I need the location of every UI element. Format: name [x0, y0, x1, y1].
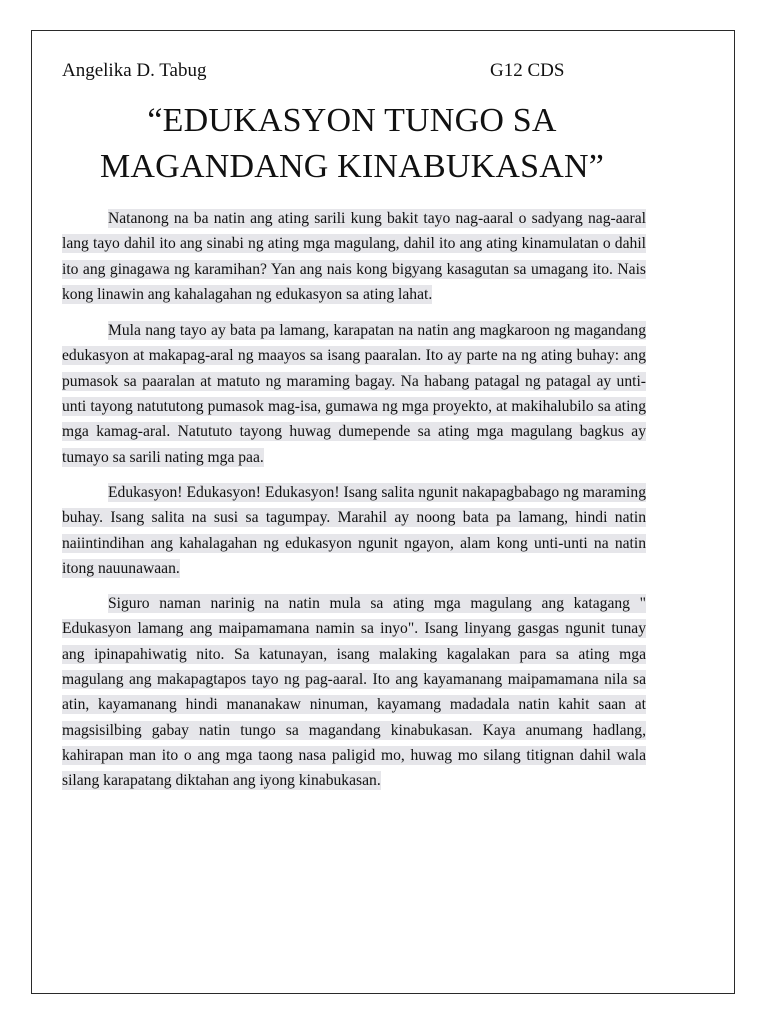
title-line-2: MAGANDANG KINABUKASAN”	[100, 148, 604, 185]
paragraph-text: Siguro naman narinig na natin mula sa ating mga magulang ang katagang " Edukasyon lamang ang maipamamana namin sa inyo". Isang linyang gasgas ngunit tunay ang ipinapahiwatig nito. Sa katunayan, isang malaking kagalakan para sa ating mga magulang ang makapagtapos tayo ng pag-aaral. Ito ang kayamanang maipamamana nila sa atin, kayamanang hindi mananakaw ninuman, kayamang madadala natin kahit saan at magsisilbing gabay natin tungo sa magandang kinabukasan. Kaya anumang hadlang, kahirapan man ito o ang mga taong nasa paligid mo, huwag mo silang titignan dahil wala silang karapatang diktahan ang iyong kinabukasan.	[62, 595, 646, 790]
class-section: G12 CDS	[490, 60, 565, 81]
paragraph	[62, 480, 646, 581]
paragraph	[62, 318, 646, 470]
title-line-1: “EDUKASYON TUNGO SA	[147, 102, 557, 139]
paragraph-text: Natanong na ba natin ang ating sarili kung bakit tayo nag-aaral o sadyang nag-aaral lang tayo dahil ito ang sinabi ng ating mga magulang, dahil ito ang ating kinamulatan o dahil ito ang ginagawa ng karamihan? Yan ang nais kong bigyang kasagutan sa umagang ito. Nais kong linawin ang kahalagahan ng edukasyon sa ating lahat.	[62, 210, 646, 303]
paragraph	[62, 206, 646, 307]
document-title	[60, 98, 644, 190]
author-name: Angelika D. Tabug	[62, 60, 207, 81]
paragraph-text: Mula nang tayo ay bata pa lamang, karapatan na natin ang magkaroon ng magandang edukasyon at makapag-aral ng maayos sa isang paaralan. Ito ay parte na ng ating buhay: ang pumasok sa paaralan at matuto ng maraming bagay. Na habang patagal ng patagal ay unti-unti tayong natututong pumasok mag-isa, gumawa ng mga proyekto, at makihalubilo sa ating mga kamag-aral. Natututo tayong huwag dumepende sa ating mga magulang bagkus ay tumayo sa sarili nating mga paa.	[62, 322, 646, 466]
paragraph	[62, 591, 646, 793]
paragraph-text: Edukasyon! Edukasyon! Edukasyon! Isang salita ngunit nakapagbabago ng maraming buhay. Isang salita na susi sa tagumpay. Marahil ay noong bata pa lamang, hindi natin naiintindihan ang kahalagahan ng edukasyon ngunit ngayon, alam kong unti-unti na natin itong nauunawaan.	[62, 483, 646, 577]
document-body	[62, 206, 646, 804]
